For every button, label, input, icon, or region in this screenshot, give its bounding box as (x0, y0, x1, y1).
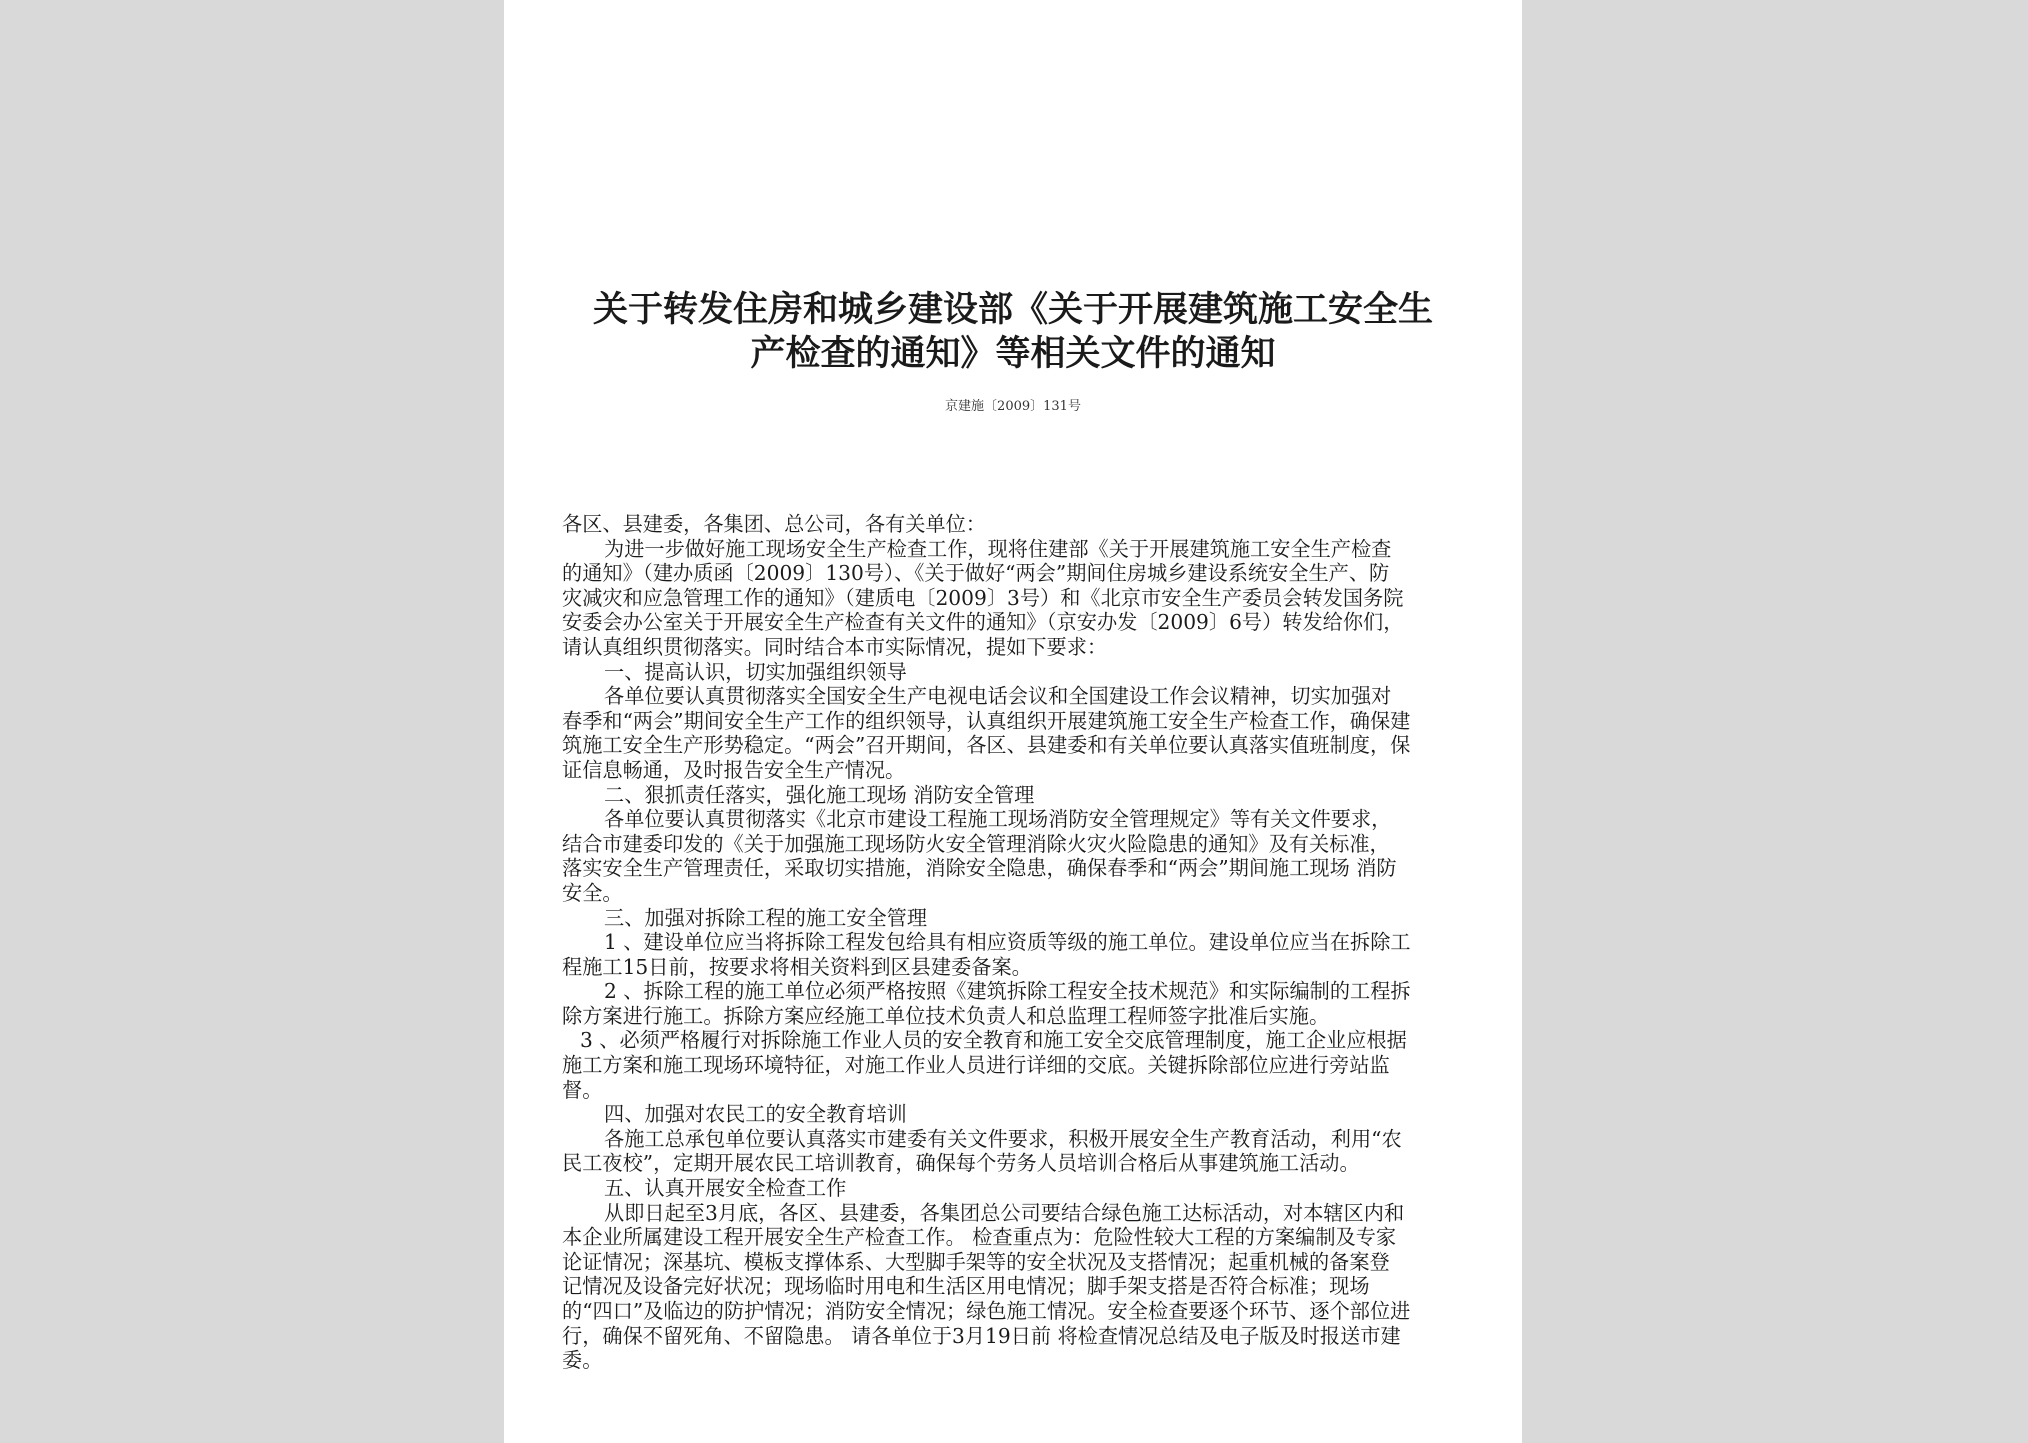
title-line: 产检查的通知》等相关文件的通知 (750, 334, 1276, 374)
body-line: 四、加强对农民工的安全教育培训 (604, 1102, 907, 1127)
body-line: 安全。 (562, 880, 623, 905)
body-line: 论证情况；深基坑、模板支撑体系、大型脚手架等的安全状况及支搭情况；起重机械的备案登 (562, 1249, 1390, 1274)
body-line: 为进一步做好施工现场安全生产检查工作，现将住建部《关于开展建筑施工安全生产检查 (604, 536, 1392, 561)
title-line: 关于转发住房和城乡建设部《关于开展建筑施工安全生 (592, 290, 1433, 330)
body-line: 请认真组织贯彻落实。同时结合本市实际情况，提如下要求： (562, 634, 1108, 659)
body-line: 结合市建委印发的《关于加强施工现场防火安全管理消除火灾火险隐患的通知》及有关标准， (562, 831, 1390, 856)
body-line: 程施工15日前，按要求将相关资料到区县建委备案。 (562, 954, 1032, 979)
document-title (504, 288, 1522, 376)
body-line: 2 、拆除工程的施工单位必须严格按照《建筑拆除工程安全技术规范》和实际编制的工程拆 (604, 979, 1411, 1004)
body-line: 各单位要认真贯彻落实全国安全生产电视电话会议和全国建设工作会议精神，切实加强对 (604, 684, 1392, 709)
body-line: 落实安全生产管理责任，采取切实措施，消除安全隐患，确保春季和“两会”期间施工现场 消防 (562, 856, 1397, 881)
body-line: 三、加强对拆除工程的施工安全管理 (604, 905, 928, 930)
body-line: 1 、建设单位应当将拆除工程发包给具有相应资质等级的施工单位。建设单位应当在拆除工 (604, 930, 1411, 955)
body-line: 证信息畅通，及时报告安全生产情况。 (562, 757, 906, 782)
body-line: 本企业所属建设工程开展安全生产检查工作。 检查重点为：危险性较大工程的方案编制及专家 (562, 1225, 1397, 1250)
body-line: 五、认真开展安全检查工作 (604, 1176, 847, 1201)
body-line: 民工夜校”，定期开展农民工培训教育，确保每个劳务人员培训合格后从事建筑施工活动。 (562, 1151, 1360, 1176)
body-line: 灾减灾和应急管理工作的通知》（建质电〔2009〕3号）和《北京市安全生产委员会转发国务院 (562, 585, 1404, 610)
body-line: 各区、县建委，各集团、总公司，各有关单位： (562, 512, 986, 536)
body-line: 施工方案和施工现场环境特征，对施工作业人员进行详细的交底。关键拆除部位应进行旁站监 (562, 1053, 1390, 1078)
body-line: 督。 (562, 1077, 603, 1102)
body-line: 一、提高认识，切实加强组织领导 (604, 659, 907, 684)
body-line: 安委会办公室关于开展安全生产检查有关文件的通知》（京安办发〔2009〕6号）转发给你们， (562, 610, 1404, 635)
document-page (504, 0, 1522, 1443)
body-line: 的通知》（建办质函〔2009〕130号）、《关于做好“两会”期间住房城乡建设系统安全生产、防 (562, 561, 1390, 586)
body-line: 3 、必须严格履行对拆除施工作业人员的安全教育和施工安全交底管理制度，施工企业应根据 (580, 1028, 1407, 1053)
body-line: 委。 (562, 1348, 603, 1373)
body-line: 的“四口”及临边的防护情况；消防安全情况；绿色施工情况。安全检查要逐个环节、逐个部位进 (562, 1299, 1411, 1323)
body-line: 筑施工安全生产形势稳定。“两会”召开期间，各区、县建委和有关单位要认真落实值班制度，保 (562, 733, 1411, 758)
body-line: 春季和“两会”期间安全生产工作的组织领导，认真组织开展建筑施工安全生产检查工作，确保建 (562, 708, 1411, 733)
document-number: 京建施〔2009〕131号 (945, 399, 1081, 414)
body-line: 除方案进行施工。拆除方案应经施工单位技术负责人和总监理工程师签字批准后实施。 (562, 1003, 1330, 1028)
body-line: 各单位要认真贯彻落实《北京市建设工程施工现场消防安全管理规定》等有关文件要求， (604, 807, 1392, 832)
body-line: 记情况及设备完好状况；现场临时用电和生活区用电情况；脚手架支搭是否符合标准；现场 (562, 1274, 1370, 1299)
document-body (562, 512, 1468, 1373)
body-line: 行，确保不留死角、不留隐患。 请各单位于3月19日前 将检查情况总结及电子版及时报送市建 (562, 1323, 1401, 1348)
body-line: 二、狠抓责任落实，强化施工现场 消防安全管理 (604, 782, 1035, 807)
body-line: 从即日起至3月底，各区、县建委，各集团总公司要结合绿色施工达标活动，对本辖区内和 (604, 1200, 1405, 1225)
body-line: 各施工总承包单位要认真落实市建委有关文件要求，积极开展安全生产教育活动，利用“农 (604, 1126, 1402, 1151)
